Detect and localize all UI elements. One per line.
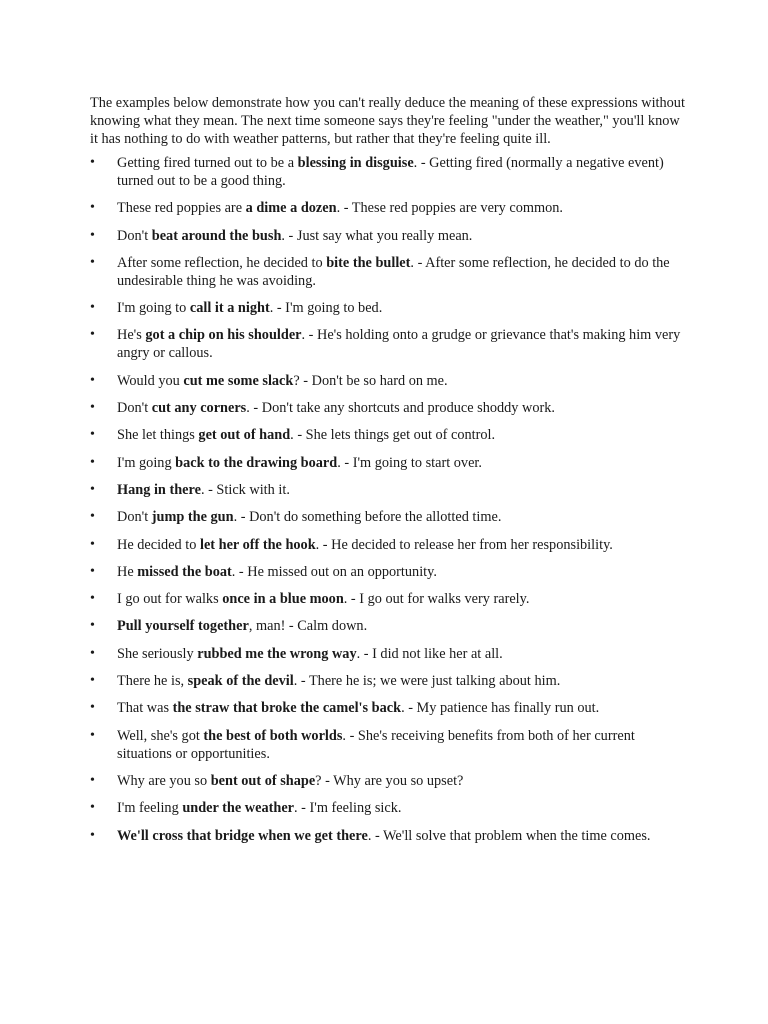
- item-meaning: . - Just say what you really mean.: [281, 227, 473, 244]
- idiom-phrase: cut any corners: [151, 400, 247, 417]
- bullet-icon: •: [90, 827, 95, 843]
- list-item: [90, 326, 686, 362]
- idiom-phrase: Hang in there: [117, 481, 201, 498]
- item-text: He's: [117, 327, 146, 344]
- idiom-phrase: the straw that broke the camel's back: [172, 700, 402, 717]
- list-item: [90, 799, 686, 817]
- item-meaning: . - After some reflection, he decided to do the undesirable thing he was avoiding.: [117, 254, 670, 289]
- item-text: There he is,: [117, 673, 188, 690]
- item-text: He decided to: [117, 536, 200, 553]
- bullet-icon: •: [90, 700, 95, 716]
- bullet-icon: •: [90, 800, 95, 816]
- list-item: [90, 827, 686, 845]
- item-meaning: . - I'm going to bed.: [269, 300, 383, 317]
- idiom-phrase: beat around the bush: [151, 227, 282, 244]
- bullet-icon: •: [90, 536, 95, 552]
- idiom-phrase: got a chip on his shoulder: [145, 327, 302, 344]
- bullet-icon: •: [90, 481, 95, 497]
- bullet-icon: •: [90, 454, 95, 470]
- list-item: [90, 481, 686, 499]
- idiom-phrase: speak of the devil: [187, 673, 294, 690]
- item-text: Don't: [117, 509, 152, 526]
- intro-paragraph: The examples below demonstrate how you can't really deduce the meaning of these expressions without knowing what they mean. The next time someone says they're feeling "under the weather," you'll know it has nothing to do with weather patterns, but rather that they're feeling quite ill.: [90, 95, 685, 147]
- item-meaning: . - Don't do something before the allotted time.: [233, 509, 502, 526]
- bullet-icon: •: [90, 327, 95, 343]
- idiom-phrase: rubbed me the wrong way: [197, 645, 357, 662]
- idiom-phrase: cut me some slack: [183, 372, 294, 389]
- list-item: [90, 372, 686, 390]
- document-page: [90, 94, 686, 854]
- item-text: I'm feeling: [117, 800, 183, 817]
- list-item: [90, 727, 686, 763]
- idiom-phrase: under the weather: [182, 800, 295, 817]
- list-item: [90, 617, 686, 635]
- item-text: Would you: [117, 372, 184, 389]
- idiom-phrase: blessing in disguise: [297, 155, 414, 171]
- item-meaning: . - He's holding onto a grudge or grievance that's making him very angry or callous.: [117, 327, 681, 362]
- item-text: That was: [117, 700, 173, 717]
- list-item: [90, 645, 686, 663]
- item-text: I go out for walks: [117, 591, 223, 608]
- item-meaning: . - There he is; we were just talking about him.: [293, 673, 561, 690]
- bullet-icon: •: [90, 400, 95, 416]
- list-item: [90, 199, 686, 217]
- bullet-icon: •: [90, 372, 95, 388]
- item-text: Why are you so: [117, 772, 211, 789]
- idiom-phrase: a dime a dozen: [245, 200, 337, 217]
- item-meaning: . - These red poppies are very common.: [336, 200, 564, 217]
- idiom-phrase: We'll cross that bridge when we get there: [117, 827, 368, 844]
- bullet-icon: •: [90, 427, 95, 443]
- item-meaning: , man! - Calm down.: [248, 618, 368, 635]
- list-item: [90, 772, 686, 790]
- idiom-phrase: let her off the hook: [199, 536, 316, 553]
- item-text: She seriously: [117, 645, 198, 662]
- idiom-phrase: once in a blue moon: [222, 591, 344, 608]
- item-meaning: . - She lets things get out of control.: [290, 427, 496, 444]
- item-meaning: . - He decided to release her from her responsibility.: [315, 536, 613, 553]
- bullet-icon: •: [90, 772, 95, 788]
- idiom-phrase: call it a night: [189, 300, 270, 317]
- bullet-icon: •: [90, 254, 95, 270]
- item-meaning: . - Don't take any shortcuts and produce shoddy work.: [246, 400, 555, 417]
- item-text: These red poppies are: [117, 200, 246, 217]
- bullet-icon: •: [90, 645, 95, 661]
- bullet-icon: •: [90, 618, 95, 634]
- item-meaning: . - Stick with it.: [200, 481, 290, 498]
- idiom-phrase: bite the bullet: [326, 254, 411, 271]
- idiom-phrase: Pull yourself together: [117, 618, 249, 635]
- bullet-icon: •: [90, 200, 95, 216]
- list-item: [90, 154, 686, 190]
- item-text: After some reflection, he decided to: [117, 254, 327, 271]
- item-meaning: . - Getting fired (normally a negative event) turned out to be a good thing.: [117, 155, 664, 189]
- item-meaning: . - I go out for walks very rarely.: [343, 591, 530, 608]
- idiom-phrase: the best of both worlds: [203, 727, 343, 744]
- item-meaning: . - We'll solve that problem when the time comes.: [367, 827, 651, 844]
- list-item: [90, 672, 686, 690]
- list-item: [90, 299, 686, 317]
- item-meaning: . - He missed out on an opportunity.: [231, 563, 437, 580]
- item-text: Don't: [117, 227, 152, 244]
- list-item: [90, 536, 686, 554]
- item-text: Getting fired turned out to be a: [117, 155, 298, 171]
- item-text: I'm going: [117, 454, 176, 471]
- list-item: [90, 590, 686, 608]
- item-text: I'm going to: [117, 300, 190, 317]
- list-item: [90, 254, 686, 290]
- bullet-icon: •: [90, 300, 95, 316]
- list-item: [90, 454, 686, 472]
- list-item: [90, 508, 686, 526]
- bullet-icon: •: [90, 227, 95, 243]
- idiom-phrase: get out of hand: [198, 427, 291, 444]
- list-item: [90, 699, 686, 717]
- idiom-phrase: jump the gun: [151, 509, 234, 526]
- list-item: [90, 563, 686, 581]
- item-text: He: [117, 563, 138, 580]
- item-meaning: . - I'm feeling sick.: [294, 800, 402, 817]
- idiom-phrase: missed the boat: [137, 563, 232, 580]
- idiom-phrase: bent out of shape: [210, 772, 316, 789]
- idiom-list: [90, 154, 686, 845]
- item-meaning: . - I did not like her at all.: [356, 645, 503, 662]
- item-meaning: . - I'm going to start over.: [337, 454, 482, 471]
- bullet-icon: •: [90, 591, 95, 607]
- item-meaning: . - My patience has finally run out.: [401, 700, 600, 717]
- list-item: [90, 426, 686, 444]
- bullet-icon: •: [90, 727, 95, 743]
- idiom-phrase: back to the drawing board: [175, 454, 338, 471]
- list-item: [90, 399, 686, 417]
- item-text: She let things: [117, 427, 199, 444]
- bullet-icon: •: [90, 563, 95, 579]
- item-meaning: ? - Don't be so hard on me.: [293, 372, 448, 389]
- item-text: Well, she's got: [117, 727, 204, 744]
- list-item: [90, 227, 686, 245]
- bullet-icon: •: [90, 155, 95, 170]
- item-meaning: ? - Why are you so upset?: [315, 772, 464, 789]
- item-meaning: . - She's receiving benefits from both of her current situations or opportunities.: [117, 727, 635, 762]
- bullet-icon: •: [90, 673, 95, 689]
- bullet-icon: •: [90, 509, 95, 525]
- item-text: Don't: [117, 400, 152, 417]
